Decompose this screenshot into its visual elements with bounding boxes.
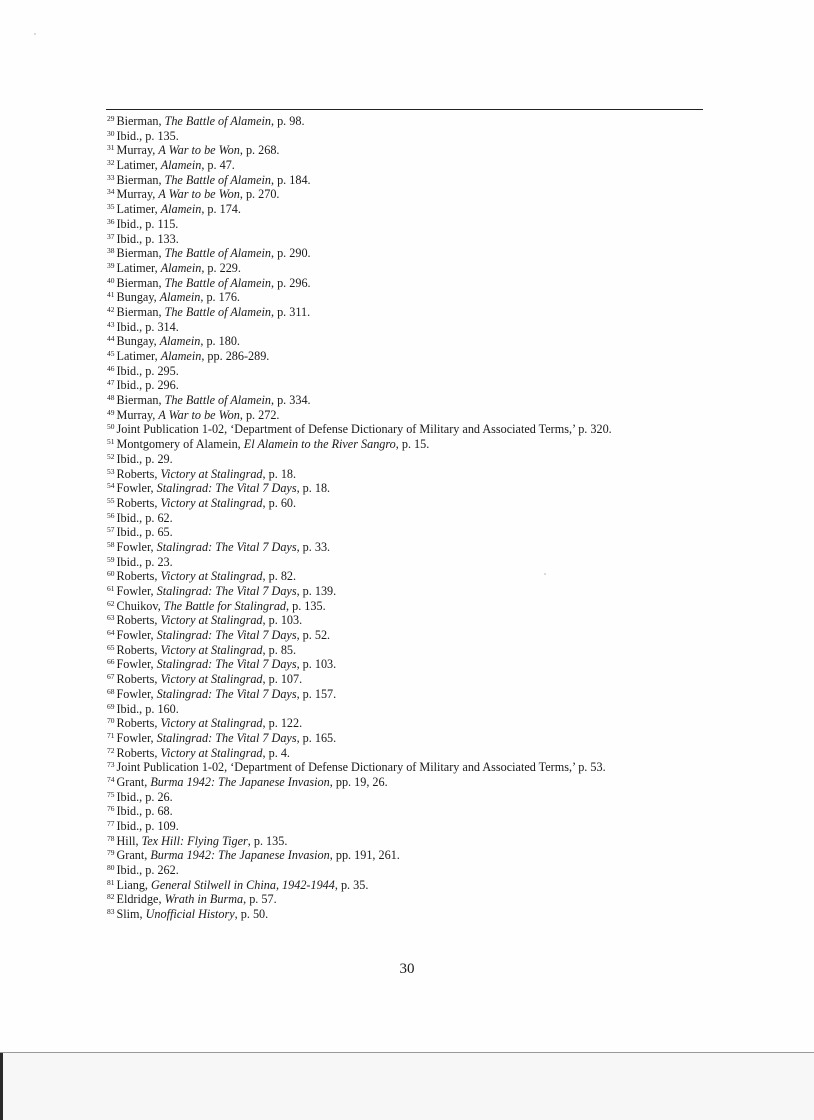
footnote-item [107, 511, 612, 526]
footnote-number: 51 [107, 437, 115, 447]
footnote-item [107, 232, 612, 247]
footnote-title: Wrath in Burma [164, 892, 244, 907]
footnote-item [107, 907, 612, 922]
footnote-title: The Battle of Alamein [164, 246, 271, 261]
footnote-author: Ibid., p. 29. [116, 451, 173, 466]
footnote-number: 83 [107, 907, 115, 917]
footnote-author: Roberts, [116, 613, 161, 628]
footnote-item [107, 187, 612, 202]
footnote-title: A War to be Won [158, 407, 240, 422]
footnote-item [107, 878, 612, 893]
footnote-author: Joint Publication 1-02, ‘Department of Defense Dictionary of Military and Associated Terms,’ p. 320. [116, 422, 612, 437]
footnote-author: Ibid., p. 160. [116, 701, 179, 716]
footnote-item [107, 378, 612, 393]
footnote-title: Stalingrad: The Vital 7 Days [156, 730, 297, 745]
footnote-number: 73 [107, 760, 115, 770]
footnote-author: Bierman, [116, 172, 165, 187]
footnote-item [107, 129, 612, 144]
footnote-title: Stalingrad: The Vital 7 Days [156, 481, 297, 496]
footnote-page-ref: , p. 47. [201, 158, 235, 173]
footnote-title: The Battle of Alamein [164, 304, 271, 319]
footnote-item [107, 290, 612, 305]
scanner-edge-shadow [0, 1053, 3, 1120]
footnote-page-ref: , p. 135. [247, 833, 288, 848]
footnote-author: Grant, [116, 774, 151, 789]
footnote-title: Alamein [160, 260, 202, 275]
footnote-number: 64 [107, 628, 115, 638]
footnote-page-ref: , p. 15. [395, 437, 430, 452]
footnote-author: Murray, [116, 143, 159, 158]
footnote-author: Ibid., p. 314. [116, 319, 179, 334]
footnote-item [107, 775, 612, 790]
footnote-page-ref: , p. 176. [200, 290, 240, 305]
footnote-title: Alamein [160, 158, 202, 173]
footnote-number: 61 [107, 584, 115, 593]
footnote-author: Bierman, [116, 304, 165, 319]
footnote-page-ref: , p. 272. [239, 407, 280, 422]
footnote-number: 62 [107, 598, 115, 608]
footnote-author: Bierman, [116, 393, 165, 408]
footnote-author: Ibid., p. 23. [116, 554, 173, 569]
footnote-author: Ibid., p. 133. [116, 231, 179, 246]
footnote-page-ref: , p. 35. [334, 877, 369, 892]
footnote-number: 48 [107, 393, 115, 403]
footnote-item [107, 790, 612, 805]
footnote-author: Bungay, [116, 334, 160, 349]
footnote-title: Victory at Stalingrad [160, 642, 263, 657]
footnote-number: 75 [107, 789, 115, 799]
footnote-title: Victory at Stalingrad [160, 745, 263, 760]
footnote-author: Ibid., p. 109. [116, 819, 179, 833]
footnote-author: Hill, [116, 833, 142, 848]
footnote-page-ref: , p. 82. [262, 569, 297, 584]
footnote-item [107, 746, 612, 761]
footnote-number: 77 [107, 819, 115, 828]
footnote-number: 29 [107, 114, 115, 123]
footnote-author: Joint Publication 1-02, ‘Department of Defense Dictionary of Military and Associated Terms,’ p. 53. [116, 760, 606, 775]
footnote-author: Ibid., p. 115. [116, 216, 179, 231]
footnote-number: 45 [107, 349, 115, 358]
footnote-number: 58 [107, 539, 115, 549]
footnote-item [107, 540, 612, 555]
footnote-author: Bierman, [116, 246, 165, 261]
footnote-author: Bierman, [116, 114, 165, 128]
footnote-title: The Battle of Alamein [164, 275, 271, 290]
footnote-item [107, 393, 612, 408]
footnote-item [107, 716, 612, 731]
footnote-item [107, 657, 612, 672]
footnote-number: 70 [107, 716, 115, 726]
scan-speck [34, 33, 36, 35]
footnote-page-ref: , p. 4. [262, 745, 290, 760]
footnote-item [107, 628, 612, 643]
footnote-page-ref: , p. 103. [296, 657, 337, 672]
footnote-author: Roberts, [116, 716, 161, 731]
footnote-author: Montgomery of Alamein, [116, 437, 244, 452]
footnote-page-ref: , pp. 191, 261. [329, 848, 400, 863]
footnote-separator-rule [106, 109, 703, 110]
footnote-number: 60 [107, 569, 115, 579]
footnote-item [107, 246, 612, 261]
footnote-number: 69 [107, 701, 115, 711]
footnote-title: Alamein [160, 349, 202, 363]
footnote-item [107, 804, 612, 819]
footnote-title: A War to be Won [158, 187, 240, 202]
footnote-page-ref: , pp. 19, 26. [329, 774, 388, 789]
footnote-page-ref: , p. 334. [270, 393, 311, 408]
footnote-item [107, 349, 612, 364]
footnote-author: Ibid., p. 68. [116, 804, 173, 819]
footnote-author: Fowler, [116, 539, 157, 554]
footnote-author: Ibid., p. 296. [116, 378, 179, 393]
footnote-page-ref: , p. 33. [296, 539, 331, 554]
footnote-item [107, 672, 612, 687]
footnote-number: 81 [107, 877, 115, 887]
footnote-item [107, 819, 612, 834]
footnote-page-ref: , p. 180. [200, 334, 240, 349]
footnote-author: Latimer, [116, 349, 161, 363]
footnote-author: Roberts, [116, 569, 161, 584]
footnote-number: 57 [107, 525, 115, 535]
footnote-author: Eldridge, [116, 892, 165, 907]
footnote-item [107, 276, 612, 291]
footnote-number: 52 [107, 451, 115, 461]
footnote-page-ref: , p. 107. [262, 672, 303, 687]
footnote-title: Stalingrad: The Vital 7 Days [156, 539, 297, 554]
footnote-page-ref: , p. 290. [270, 246, 311, 261]
footnote-title: Victory at Stalingrad [160, 495, 263, 510]
footnote-author: Fowler, [116, 730, 157, 745]
footnote-author: Bierman, [116, 275, 165, 290]
footnote-number: 39 [107, 260, 115, 270]
footnote-title: Tex Hill: Flying Tiger [141, 833, 248, 848]
footnote-number: 66 [107, 657, 115, 667]
footnote-page-ref: , p. 296. [270, 275, 311, 290]
footnote-number: 78 [107, 833, 115, 843]
footnote-title: The Battle of Alamein [164, 114, 271, 128]
footnote-number: 80 [107, 863, 115, 873]
footnote-title: The Battle of Alamein [164, 393, 271, 408]
footnote-number: 33 [107, 172, 115, 182]
footnote-item [107, 202, 612, 217]
footnote-number: 65 [107, 642, 115, 652]
footnote-title: Alamein [160, 202, 202, 217]
footnote-number: 68 [107, 686, 115, 696]
footnote-author: Ibid., p. 295. [116, 363, 179, 378]
footnote-number: 36 [107, 216, 115, 226]
footnote-author: Ibid., p. 262. [116, 863, 179, 878]
footnote-author: Latimer, [116, 260, 161, 275]
footnote-title: A War to be Won [158, 143, 240, 158]
footnote-title: Victory at Stalingrad [160, 613, 263, 628]
footnote-title: Burma 1942: The Japanese Invasion [150, 774, 330, 789]
footnote-item [107, 481, 612, 496]
footnote-page-ref: , p. 50. [234, 907, 269, 922]
footnote-item [107, 643, 612, 658]
footnote-item [107, 848, 612, 863]
footnote-page-ref: , p. 18. [296, 481, 331, 496]
footnote-author: Roberts, [116, 672, 161, 687]
footnote-item [107, 467, 612, 482]
footnote-number: 49 [107, 407, 115, 417]
footnote-number: 47 [107, 378, 115, 388]
footnote-number: 37 [107, 231, 115, 241]
footnote-number: 31 [107, 143, 115, 153]
footnote-author: Ibid., p. 62. [116, 510, 173, 525]
footnote-item [107, 452, 612, 467]
footnote-item [107, 114, 612, 129]
footnote-page-ref: , p. 135. [286, 598, 326, 613]
footnote-number: 38 [107, 246, 115, 256]
footnote-title: The Battle of Alamein [164, 172, 271, 187]
footnote-page-ref: , p. 18. [262, 466, 297, 481]
footnote-item [107, 599, 612, 614]
footnote-number: 74 [107, 774, 115, 784]
footnote-author: Latimer, [116, 202, 161, 217]
footnote-author: Chuikov, [116, 598, 164, 613]
scanner-bed-area [0, 1053, 814, 1120]
footnote-author: Roberts, [116, 466, 161, 481]
footnote-title: General Stilwell in China, 1942-1944 [151, 877, 335, 892]
footnote-item [107, 892, 612, 907]
footnote-author: Ibid., p. 135. [116, 128, 179, 143]
footnote-number: 71 [107, 730, 115, 740]
footnote-title: Stalingrad: The Vital 7 Days [156, 628, 297, 643]
footnote-author: Ibid., p. 65. [116, 525, 173, 540]
footnote-item [107, 760, 612, 775]
footnote-page-ref: , p. 57. [243, 892, 277, 907]
footnote-author: Fowler, [116, 481, 157, 496]
footnote-author: Fowler, [116, 657, 157, 672]
footnote-number: 35 [107, 202, 115, 212]
footnote-number: 63 [107, 613, 115, 623]
footnote-number: 55 [107, 495, 115, 505]
footnote-title: Victory at Stalingrad [160, 466, 263, 481]
footnote-page-ref: , p. 270. [239, 187, 280, 202]
footnote-item [107, 569, 612, 584]
footnote-author: Roberts, [116, 745, 161, 760]
footnote-author: Fowler, [116, 584, 157, 598]
footnote-item [107, 731, 612, 746]
footnote-author: Grant, [116, 848, 151, 863]
footnote-title: Victory at Stalingrad [160, 569, 263, 584]
footnote-title: El Alamein to the River Sangro [243, 437, 396, 452]
footnote-author: Roberts, [116, 495, 161, 510]
footnote-page-ref: , p. 184. [270, 172, 311, 187]
footnote-author: Murray, [116, 407, 159, 422]
footnote-author: Murray, [116, 187, 159, 202]
footnote-author: Fowler, [116, 686, 157, 701]
footnote-author: Roberts, [116, 642, 161, 657]
footnote-number: 44 [107, 334, 115, 344]
footnote-number: 40 [107, 275, 115, 285]
footnote-page-ref: , pp. 286-289. [201, 349, 270, 363]
footnote-page-ref: , p. 98. [270, 114, 305, 128]
footnote-title: Burma 1942: The Japanese Invasion [150, 848, 330, 863]
footnote-number: 32 [107, 158, 115, 168]
footnote-item [107, 173, 612, 188]
footnote-number: 53 [107, 466, 115, 476]
footnote-page-ref: , p. 52. [296, 628, 331, 643]
footnote-page-ref: , p. 165. [296, 730, 337, 745]
footnote-title: Stalingrad: The Vital 7 Days [156, 686, 297, 701]
footnote-list [107, 114, 612, 922]
footnote-item [107, 261, 612, 276]
footnote-title: Victory at Stalingrad [160, 672, 263, 687]
footnote-item [107, 408, 612, 423]
footnote-page-ref: , p. 103. [262, 613, 303, 628]
footnote-author: Latimer, [116, 158, 161, 173]
footnote-number: 30 [107, 128, 115, 138]
footnote-number: 42 [107, 304, 115, 314]
page-number: 30 [399, 961, 415, 977]
footnote-item [107, 613, 612, 628]
footnote-number: 34 [107, 187, 115, 197]
footnote-page-ref: , p. 311. [270, 304, 311, 319]
footnote-author: Bungay, [116, 290, 160, 305]
footnote-page-ref: , p. 229. [201, 260, 241, 275]
footnote-title: The Battle for Stalingrad [163, 598, 287, 613]
footnote-number: 43 [107, 319, 115, 329]
footnote-item [107, 143, 612, 158]
footnote-item [107, 320, 612, 335]
footnote-item [107, 217, 612, 232]
footnote-title: Unofficial History [145, 907, 235, 922]
footnote-number: 72 [107, 745, 115, 755]
footnote-page-ref: , p. 60. [262, 495, 297, 510]
footnote-item [107, 334, 612, 349]
footnote-number: 56 [107, 510, 115, 520]
footnote-title: Stalingrad: The Vital 7 Days [156, 584, 297, 598]
footnote-item [107, 702, 612, 717]
footnote-author: Slim, [116, 907, 146, 922]
footnote-number: 79 [107, 848, 115, 858]
footnote-number: 82 [107, 892, 115, 902]
footnote-item [107, 496, 612, 511]
footnote-item [107, 437, 612, 452]
footnote-number: 41 [107, 290, 115, 300]
footnote-author: Ibid., p. 26. [116, 789, 173, 804]
footnote-page-ref: , p. 268. [239, 143, 280, 158]
footnote-page-ref: , p. 122. [262, 716, 303, 731]
footnote-title: Alamein [159, 290, 201, 305]
footnote-page-ref: , p. 157. [296, 686, 337, 701]
footnote-number: 54 [107, 481, 115, 491]
footnote-item [107, 584, 612, 599]
footnote-number: 67 [107, 672, 115, 682]
footnote-number: 50 [107, 422, 115, 432]
footnote-page-ref: , p. 85. [262, 642, 297, 657]
footnote-title: Alamein [159, 334, 201, 349]
footnote-title: Stalingrad: The Vital 7 Days [156, 657, 297, 672]
footnote-author: Liang, [116, 877, 152, 892]
footnote-page-ref: , p. 139. [296, 584, 337, 598]
footnote-item [107, 863, 612, 878]
footnote-title: Victory at Stalingrad [160, 716, 263, 731]
footnote-item [107, 525, 612, 540]
footnote-item [107, 305, 612, 320]
footnote-author: Fowler, [116, 628, 157, 643]
footnote-number: 46 [107, 363, 115, 373]
footnote-item [107, 834, 612, 849]
footnote-item [107, 364, 612, 379]
footnote-number: 59 [107, 554, 115, 564]
footnote-page-ref: , p. 174. [201, 202, 241, 217]
footnote-number: 76 [107, 804, 115, 814]
footnote-item [107, 422, 612, 437]
footnote-item [107, 555, 612, 570]
footnote-item [107, 687, 612, 702]
footnote-item [107, 158, 612, 173]
